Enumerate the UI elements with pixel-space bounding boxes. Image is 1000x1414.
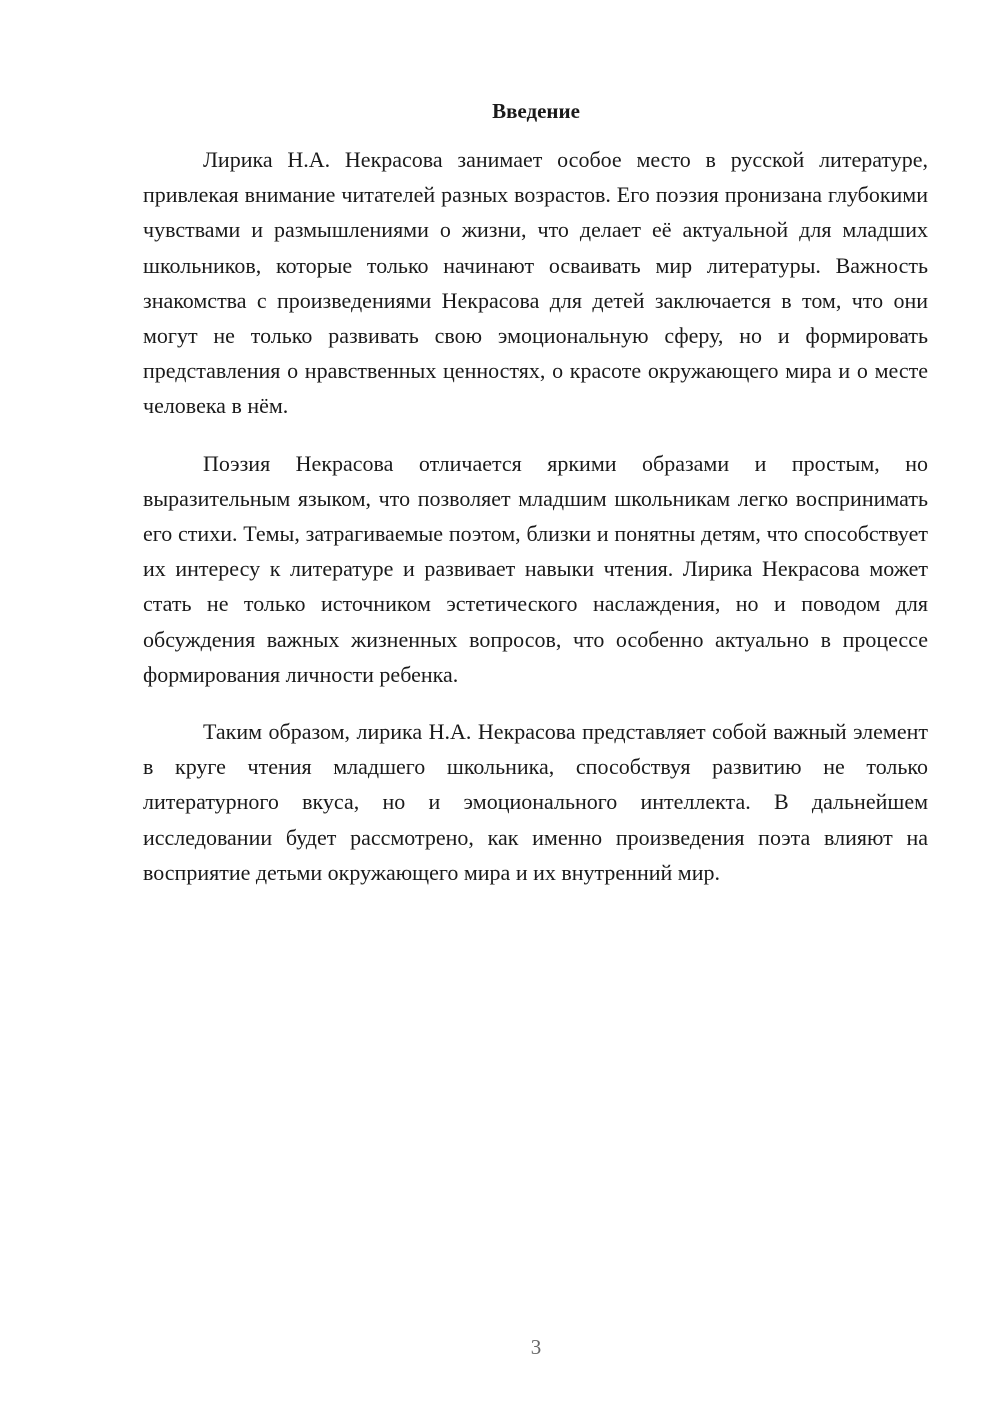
paragraph-1: Лирика Н.А. Некрасова занимает особое место в русской литературе, привлекая внимание читателей разных возрастов. Его поэзия пронизана глубокими чувствами и размышлениями о жизни, что делает её актуальной для младших школьников, которые только начинают осваивать мир литературы. Важность знакомства с произведениями Некрасова для детей заключается в том, что они могут не только развивать свою эмоциональную сферу, но и формировать представления о нравственных ценностях, о красоте окружающего мира и о месте человека в нём. [143,147,928,419]
page-number: 3 [530,1335,542,1359]
paragraph-3: Таким образом, лирика Н.А. Некрасова представляет собой важный элемент в круге чтения младшего школьника, способствуя развитию не только литературного вкуса, но и эмоционального интеллекта. В дальнейшем исследовании будет рассмотрено, как именно произведения поэта влияют на восприятие детьми окружающего мира и их внутренний мир. [143,719,928,885]
paragraph-2: Поэзия Некрасова отличается яркими образами и простым, но выразительным языком, что позволяет младшим школьникам легко воспринимать его стихи. Темы, затрагиваемые поэтом, близки и понятны детям, что способствует их интересу к литературе и развивает навыки чтения. Лирика Некрасова может стать не только источником эстетического наслаждения, но и поводом для обсуждения важных жизненных вопросов, что особенно актуально в процессе формирования личности ребенка. [143,450,928,687]
section-heading: Введение [492,99,580,123]
body-text [143,142,928,912]
